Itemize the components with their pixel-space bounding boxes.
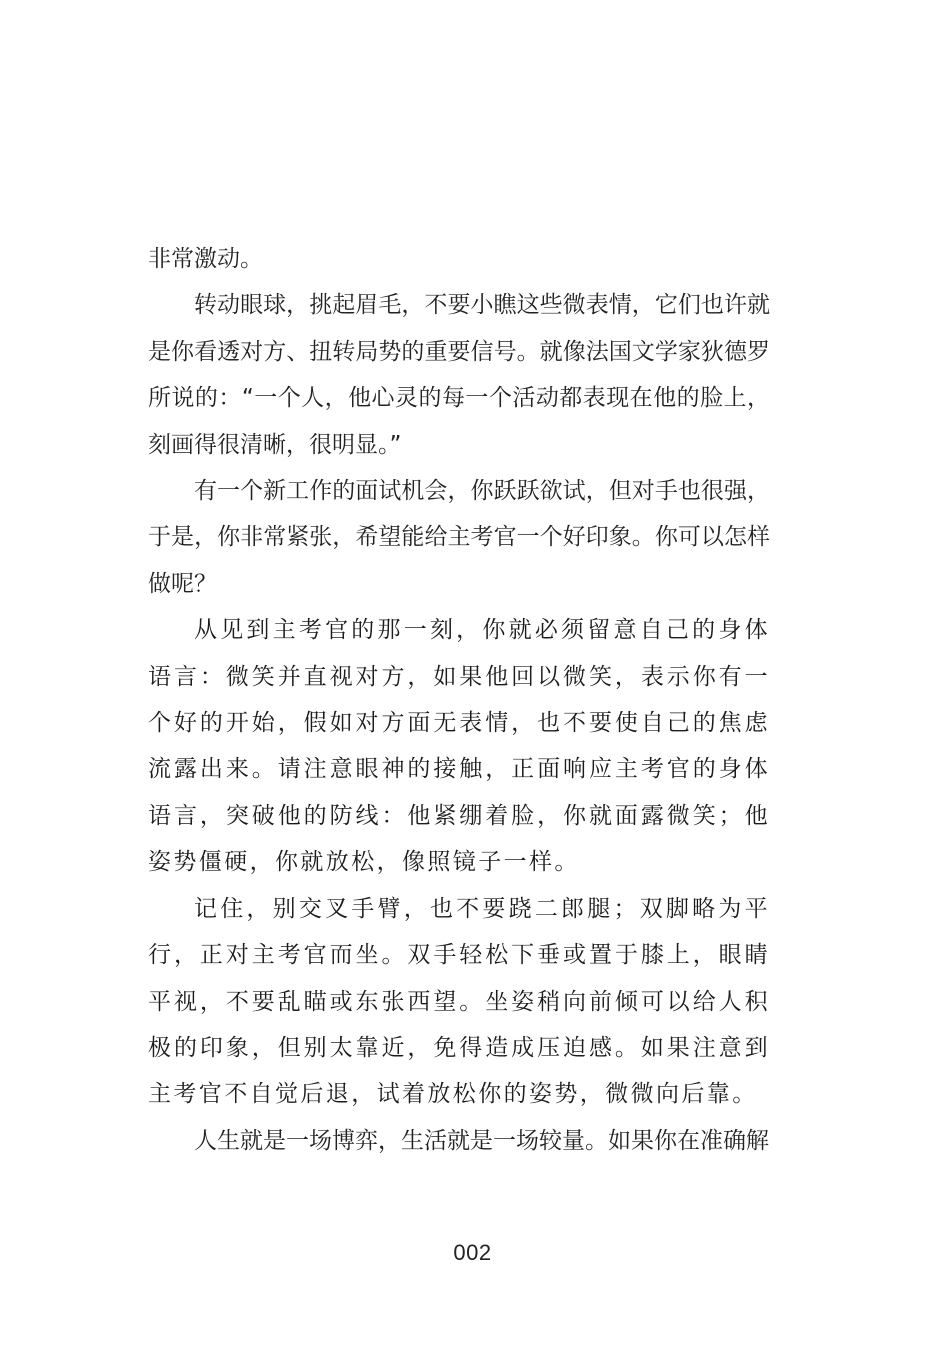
paragraph-micro-expressions: 转动眼球，挑起眉毛，不要小瞧这些微表情，它们也许就是你看透对方、扭转局势的重要信号。就像法国文学家狄德罗所说的：“一个人，他心灵的每一个活动都表现在他的脸上，刻画得很清晰，很明显。” <box>148 292 770 458</box>
paragraph-posture-advice: 记住，别交叉手臂，也不要跷二郎腿；双脚略为平行，正对主考官而坐。双手轻松下垂或置于膝上，眼睛平视，不要乱瞄或东张西望。坐姿稍向前倾可以给人积极的印象，但别太靠近，免得造成压迫感。如果注意到主考官不自觉后退，试着放松你的姿势，微微向后靠。 <box>148 895 770 1108</box>
paragraph-body-language-advice: 从见到主考官的那一刻，你就必须留意自己的身体语言：微笑并直视对方，如果他回以微笑，表示你有一个好的开始，假如对方面无表情，也不要使自己的焦虑流露出来。请注意眼神的接触，正面响应主考官的身体语言，突破他的防线：他紧绷着脸，你就面露微笑；他姿势僵硬，你就放松，像照镜子一样。 <box>148 617 770 876</box>
paragraph-continuation: 非常激动。 <box>148 246 263 272</box>
page-number: 002 <box>453 1240 492 1265</box>
paragraph-interview-question: 有一个新工作的面试机会，你跃跃欲试，但对手也很强，于是，你非常紧张，希望能给主考官一个好印象。你可以怎样做呢？ <box>148 478 770 597</box>
body-text <box>148 236 770 1164</box>
paragraph-life-game: 人生就是一场博弈，生活就是一场较量。如果你在准确解 <box>194 1127 769 1154</box>
